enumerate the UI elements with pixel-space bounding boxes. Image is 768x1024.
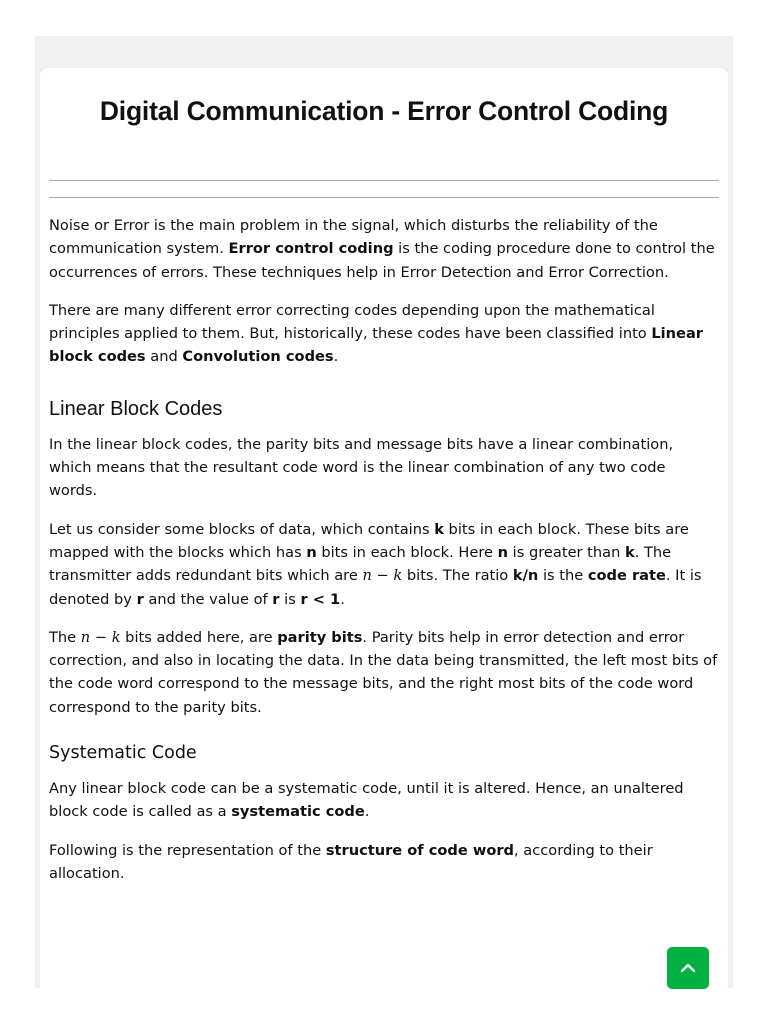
paragraph: Following is the representation of the structure of code word, according to their allocation. xyxy=(49,841,653,882)
math-expression: n − k xyxy=(362,567,403,585)
paragraph: Let us consider some blocks of data, which contains k bits in each block. These bits are mapped with the blocks which has n bits in each block. Here n is greater than k. The transmitter adds redundant bits which are n − k bits. The ratio k/n is the code rate. It is denoted by r and the value of r is r < 1. xyxy=(49,520,702,608)
article-card xyxy=(40,68,728,988)
chevron-up-icon xyxy=(679,962,697,974)
divider xyxy=(49,197,719,198)
page-title: Digital Communication - Error Control Coding xyxy=(99,96,669,126)
section-heading-linear-block-codes: Linear Block Codes xyxy=(49,397,223,420)
page-background xyxy=(35,36,733,988)
math-expression: n − k xyxy=(80,628,121,646)
article-content xyxy=(49,214,718,900)
intro-paragraph: There are many different error correcting codes depending upon the mathematical principles applied to them. But, historically, these codes have been classified into Linear block codes and Convolution codes. xyxy=(49,301,703,366)
section-heading-systematic-code: Systematic Code xyxy=(49,743,197,764)
paragraph: The n − k bits added here, are parity bits. Parity bits help in error detection and error correction, and also in locating the data. In the data being transmitted, the left most bits of the code word correspond to the message bits, and the right most bits of the code word correspond to the parity bits. xyxy=(49,628,718,716)
paragraph: In the linear block codes, the parity bits and message bits have a linear combination, which means that the resultant code word is the linear combination of any two code words. xyxy=(49,435,674,500)
intro-paragraph: Noise or Error is the main problem in the signal, which disturbs the reliability of the communication system. Error control coding is the coding procedure done to control the occurrences of errors. These techniques help in Error Detection and Error Correction. xyxy=(49,217,715,281)
divider xyxy=(49,180,719,181)
paragraph: Any linear block code can be a systematic code, until it is altered. Hence, an unaltered block code is called as a systematic code. xyxy=(49,780,684,821)
scroll-to-top-button[interactable] xyxy=(667,947,709,989)
